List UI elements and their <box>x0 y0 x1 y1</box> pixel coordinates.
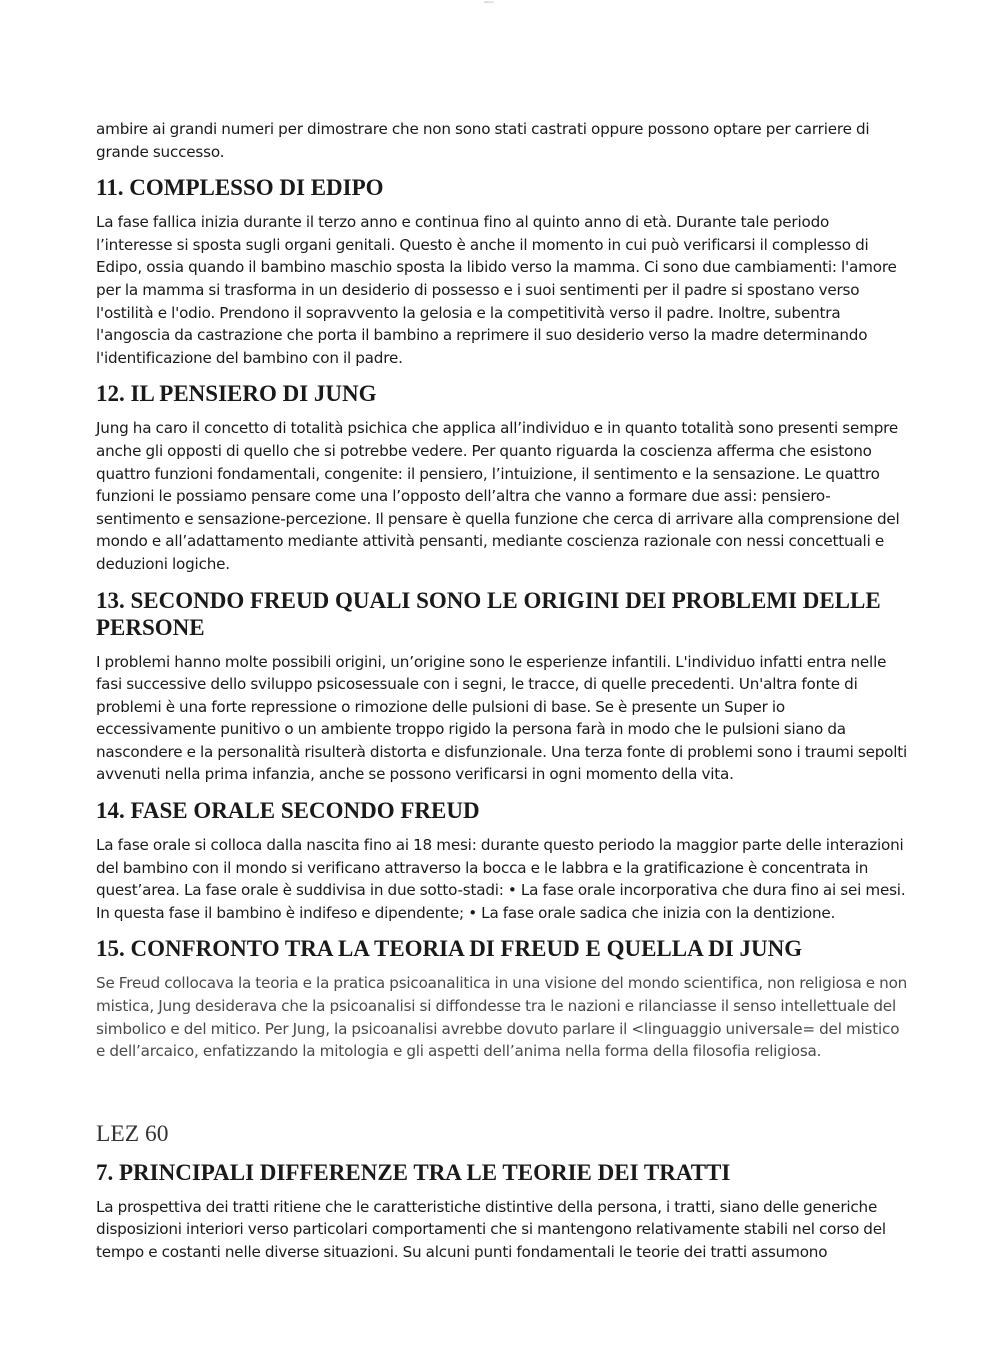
section-13-paragraph: I problemi hanno molte possibili origini, un’origine sono le esperienze infantili. L'individuo infatti entra nelle fasi successive dello sviluppo psicosessuale con i segni, le tracce, di quelle precedenti. Un'altra fonte di problemi è una forte repressione o rimozione delle pulsioni di base. Se è presente un Super io eccessivamente punitivo o un ambiente troppo rigido la persona farà in modo che le pulsioni siano da nascondere e la personalità risulterà distorta e disfunzionale. Una terza fonte di problemi sono i traumi sepolti avvenuti nella prima infanzia, anche se possono verificarsi in ogni momento della vita. <box>96 652 908 784</box>
section-15-paragraph: Se Freud collocava la teoria e la pratica psicoanalitica in una visione del mondo scientifica, non religiosa e non mistica, Jung desiderava che la psicoanalisi si diffondesse tra le nazioni e rilanciasse il senso intellettuale del simbolico e del mitico. Per Jung, la psicoanalisi avrebbe dovuto parlare il <linguaggio universale= del mistico e dell’arcaico, enfatizzando la mitologia e gli aspetti dell’anima nella forma della filosofia religiosa. <box>96 974 908 1061</box>
section-13-heading: 13. SECONDO FREUD QUALI SONO LE ORIGINI DEI PROBLEMI DELLE PERSONE <box>96 587 881 640</box>
section-11-paragraph: La fase fallica inizia durante il terzo anno e continua fino al quinto anno di età. Durante tale periodo l’interesse si sposta sugli organi genitali. Questo è anche il momento in cui può verificarsi il complesso di Edipo, ossia quando il bambino maschio sposta la libido verso la mamma. Ci sono due cambiamenti: l'amore per la mamma si trasforma in un desiderio di possesso e i suoi sentimenti per il padre si spostano verso l'ostilità e l'odio. Prendono il sopravvento la gelosia e la competitività verso il padre. Inoltre, subentra l'angoscia da castrazione che porta il bambino a reprimere il suo desiderio verso la madre determinando l'identificazione del bambino con il padre. <box>96 213 897 367</box>
section-15-heading: 15. CONFRONTO TRA LA TEORIA DI FREUD E QUELLA DI JUNG <box>96 936 803 962</box>
section-12-paragraph: Jung ha caro il concetto di totalità psichica che applica all’individuo e in quanto totalità sono presenti sempre anche gli opposti di quello che si potrebbe vedere. Per quanto riguarda la coscienza afferma che esistono quattro funzioni fondamentali, congenite: il pensiero, l’intuizione, il sentimento e la sensazione. Le quattro funzioni le possiamo pensare come una l’opposto dell’altra che vanno a formare due assi: pensiero-sentimento e sensazione-percezione. Il pensare è quella funzione che cerca di arrivare alla comprensione del mondo e all’adattamento mediante attività pensanti, mediante coscienza razionale con nessi concettuali e deduzioni logiche. <box>96 419 900 573</box>
section-11-heading: 11. COMPLESSO DI EDIPO <box>96 175 384 201</box>
header-mark: lezioni <box>484 0 494 4</box>
section-7-paragraph: La prospettiva dei tratti ritiene che le caratteristiche distintive della persona, i tratti, siano delle generiche disposizioni interiori verso particolari comportamenti che si mantengono relativamente stabili nel corso del tempo e costanti nelle diverse situazioni. Su alcuni punti fondamentali le teorie dei tratti assumono <box>96 1197 886 1261</box>
section-7-heading: 7. PRINCIPALI DIFFERENZE TRA LE TEORIE DEI TRATTI <box>96 1159 731 1185</box>
lesson-block <box>96 1121 908 1264</box>
section-14-paragraph: La fase orale si colloca dalla nascita fino ai 18 mesi: durante questo periodo la maggior parte delle interazioni del bambino con il mondo si verificano attraverso la bocca e le labbra e la gratificazione è concentrata in quest’area. La fase orale è suddivisa in due sotto-stadi: • La fase orale incorporativa che dura fino ai sei mesi. In questa fase il bambino è indifeso e dipendente; • La fase orale sadica che inizia con la dentizione. <box>96 836 906 922</box>
section-14-heading: 14. FASE ORALE SECONDO FREUD <box>96 798 480 824</box>
intro-paragraph: ambire ai grandi numeri per dimostrare che non sono stati castrati oppure possono optare per carriere di grande successo. <box>96 120 870 161</box>
section-12-heading: 12. IL PENSIERO DI JUNG <box>96 381 377 407</box>
document-page <box>96 118 908 1264</box>
lesson-heading: LEZ 60 <box>96 1120 169 1147</box>
